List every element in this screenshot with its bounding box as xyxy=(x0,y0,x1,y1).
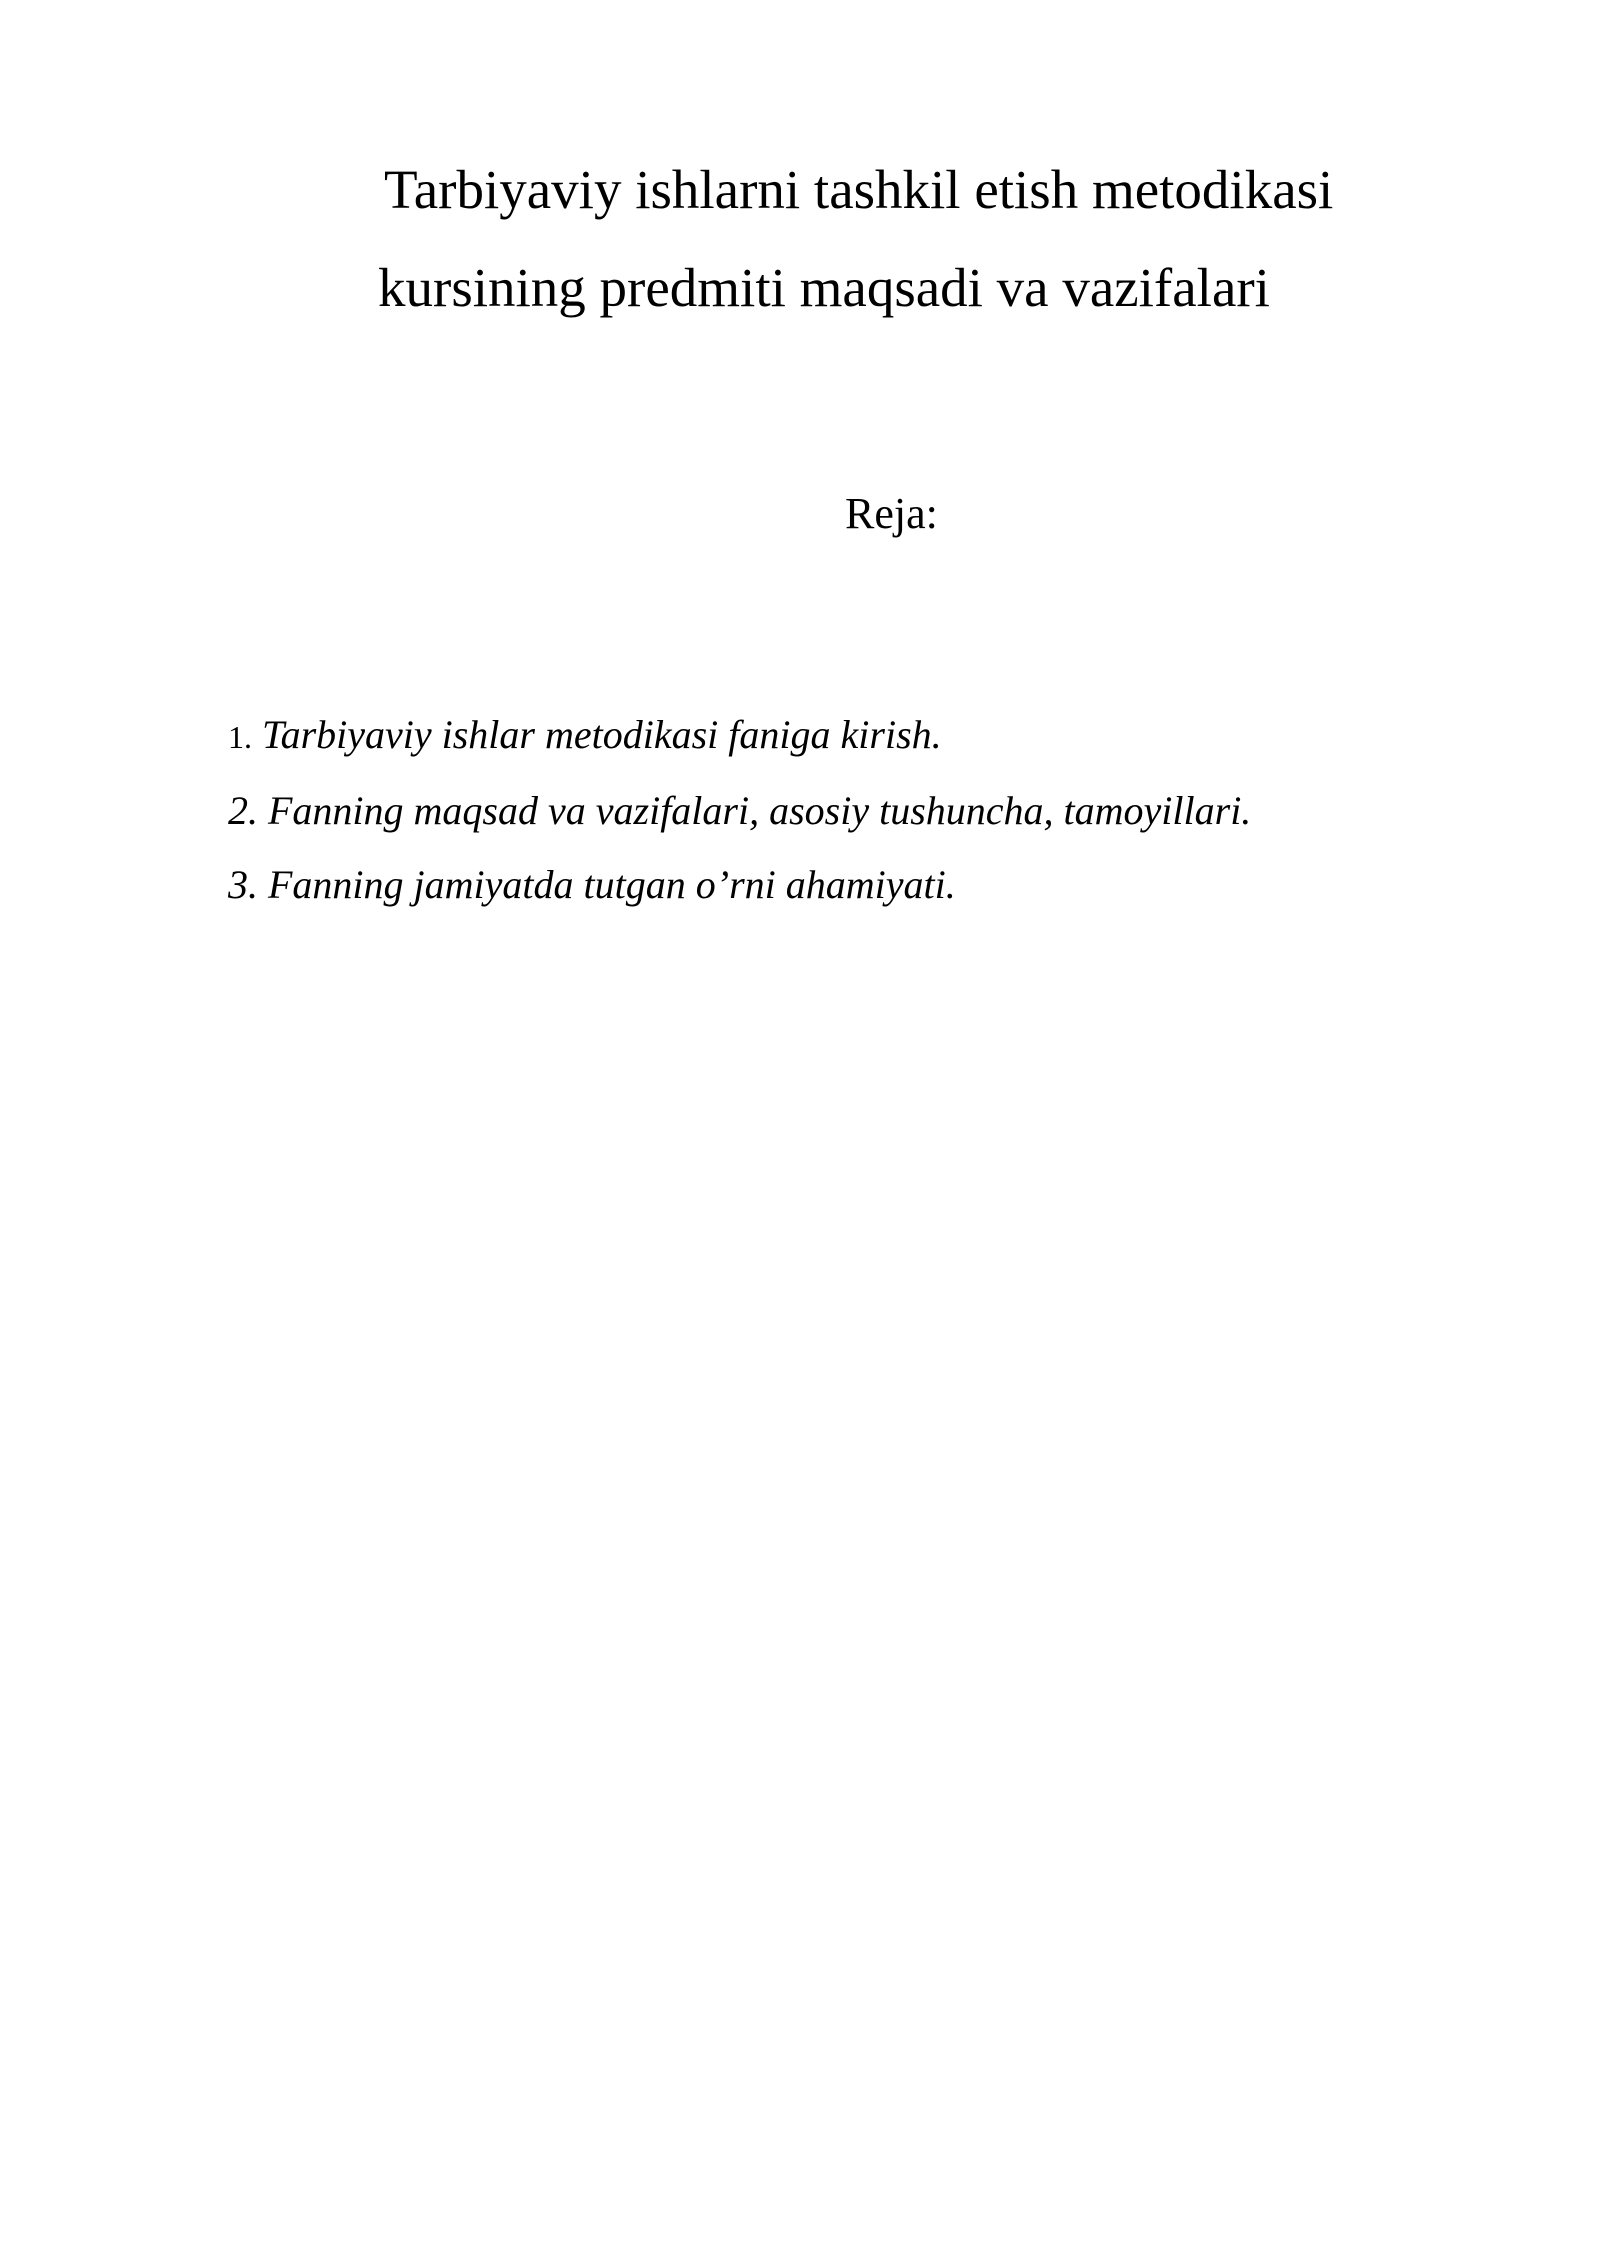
plan-list xyxy=(228,698,1251,922)
plan-item-text: Fanning jamiyatda tutgan o’rni ahamiyati. xyxy=(268,862,956,907)
plan-item-number: 2. xyxy=(228,788,258,833)
title-line-1: Tarbiyaviy ishlarni tashkil etish metodikasi xyxy=(384,159,1334,220)
plan-item-number: 3. xyxy=(228,862,258,907)
plan-item-text: Tarbiyaviy ishlar metodikasi faniga kirish. xyxy=(262,712,942,757)
plan-item-number: 1. xyxy=(228,719,252,755)
plan-item-text: Fanning maqsad va vazifalari, asosiy tushuncha, tamoyillari. xyxy=(268,788,1252,833)
plan-item-3 xyxy=(228,848,1251,922)
plan-item-2 xyxy=(228,774,1251,848)
plan-heading: Reja: xyxy=(845,489,938,538)
title-line-2: kursining predmiti maqsadi va vazifalari xyxy=(378,257,1270,318)
plan-item-1 xyxy=(228,698,1251,774)
